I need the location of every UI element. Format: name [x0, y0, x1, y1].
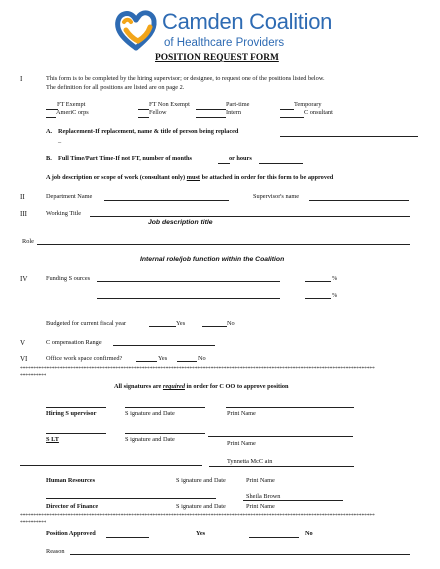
- org-name: Camden Coalition: [162, 9, 333, 34]
- slt-print-name: Print Name: [227, 440, 256, 447]
- office-no: No: [198, 355, 206, 362]
- percent-sign-1: %: [332, 275, 338, 282]
- intro-line-2: The definition for all positions are listed are on page 2.: [46, 84, 185, 91]
- months-field[interactable]: [218, 163, 230, 164]
- jobdesc-post: be attached in order for this form to be approved: [200, 174, 334, 181]
- office-no-blank[interactable]: [177, 361, 197, 362]
- working-title-label: Working Title: [46, 210, 82, 217]
- form-title: POSITION REQUEST FORM: [155, 53, 279, 63]
- hr-signature-date: S ignature and Date: [176, 477, 226, 484]
- funding-pct-field-1[interactable]: [305, 281, 331, 282]
- option-intern: Intern: [226, 109, 242, 116]
- option-fellow: Fellow: [149, 109, 167, 116]
- item-b-or-hours: or hours: [229, 155, 252, 162]
- americorps-blank[interactable]: [46, 117, 56, 118]
- role-field[interactable]: [37, 244, 410, 245]
- budgeted-yes: Yes: [176, 320, 186, 327]
- reason-field[interactable]: [70, 554, 410, 555]
- reason-label: Reason: [46, 548, 65, 555]
- divider-stars-1: **************************************************************************************************************************************: [20, 366, 375, 372]
- intern-blank[interactable]: [196, 117, 226, 118]
- funding-source-field-1[interactable]: [97, 281, 280, 282]
- budgeted-no-blank[interactable]: [202, 326, 227, 327]
- option-ft-non-exempt: FT Non Exempt: [149, 101, 190, 108]
- signatures-heading: [114, 383, 289, 390]
- item-a-text: Replacement-If replacement, name & title of person being replaced: [58, 128, 239, 135]
- budgeted-label: Budgeted for current fiscal year: [46, 320, 127, 327]
- section-num-vi: VI: [20, 355, 28, 363]
- hiring-sig-line-b[interactable]: [125, 407, 205, 408]
- position-approved-label: Position Approved: [46, 530, 96, 537]
- jobdesc-must: must: [186, 174, 200, 181]
- supervisor-field[interactable]: [309, 200, 409, 201]
- intro-line-1: This form is to be completed by the hiring supervisor; or designee, to request one of the positions listed below.: [46, 75, 325, 82]
- hr-name-underline: [243, 500, 343, 501]
- temporary-blank[interactable]: [280, 109, 294, 110]
- hiring-print-name: Print Name: [227, 410, 256, 417]
- job-desc-title-caption: Job description title: [148, 219, 213, 226]
- ft-non-exempt-blank[interactable]: [138, 109, 149, 110]
- department-field[interactable]: [104, 200, 229, 201]
- org-logo: [112, 8, 160, 52]
- section-num-iii: III: [20, 210, 27, 218]
- jobdesc-note: [46, 174, 333, 181]
- internal-role-caption: Internal role/job function within the Coalition: [140, 256, 285, 263]
- finance-label: Director of Finance: [46, 503, 99, 510]
- slt-label: S LT: [46, 436, 59, 443]
- jobdesc-pre: A job description or scope of work (consultant only): [46, 174, 187, 181]
- section-num-ii: II: [20, 193, 25, 201]
- approved-date-field[interactable]: [106, 537, 149, 538]
- consultant-blank[interactable]: [280, 117, 304, 118]
- heart-logo-icon: [112, 8, 160, 52]
- approved-yes: Yes: [196, 530, 206, 537]
- slt-signature-date: S ignature and Date: [125, 436, 175, 443]
- fellow-blank[interactable]: [138, 117, 149, 118]
- divider-stars-2b: **********: [20, 520, 47, 526]
- approved-no: No: [305, 530, 313, 537]
- sig-heading-pre: All signatures are: [114, 383, 163, 390]
- approved-yes-blank[interactable]: [249, 537, 299, 538]
- hr-sig-line[interactable]: [46, 498, 216, 499]
- part-time-blank-l[interactable]: [196, 109, 226, 110]
- section-num-v: V: [20, 339, 26, 347]
- slt-printed-name: Tynnetta McC ain: [227, 458, 273, 465]
- finance-signature-date: S ignature and Date: [176, 503, 226, 510]
- hr-printed-name: Sheila Brown: [246, 493, 281, 500]
- compensation-label: C ompensation Range: [46, 339, 102, 346]
- slt-sig-line-a[interactable]: [46, 433, 106, 434]
- option-temporary: Temporary: [294, 101, 322, 108]
- hours-field[interactable]: [259, 163, 303, 164]
- replacement-name-field[interactable]: [280, 136, 418, 137]
- option-consultant: C onsultant: [304, 109, 333, 116]
- working-title-field[interactable]: [90, 216, 410, 217]
- funding-label: Funding S ources: [46, 275, 91, 282]
- department-label: Department Name: [46, 193, 93, 200]
- funding-source-field-2[interactable]: [97, 298, 280, 299]
- item-b-text: Full Time/Part Time-If not FT, number of months: [58, 155, 192, 162]
- role-label: Role: [22, 238, 34, 245]
- office-yes-blank[interactable]: [136, 361, 157, 362]
- item-a-dash: –: [58, 139, 62, 146]
- hiring-sig-line-a[interactable]: [46, 407, 106, 408]
- percent-sign-2: %: [332, 292, 338, 299]
- item-a-label: A.: [46, 128, 53, 135]
- hr-label: Human Resources: [46, 477, 96, 484]
- slt-name-underline: [209, 466, 354, 467]
- office-yes: Yes: [158, 355, 168, 362]
- option-part-time: Part-time: [226, 101, 250, 108]
- slt-sig-line-b[interactable]: [125, 433, 205, 434]
- hiring-supervisor-label: Hiring S upervisor: [46, 410, 97, 417]
- slt-print-line[interactable]: [208, 436, 353, 437]
- sig-heading-required: required: [162, 383, 185, 390]
- divider-stars-1b: **********: [20, 373, 47, 379]
- budgeted-no: No: [227, 320, 235, 327]
- compensation-field[interactable]: [113, 345, 215, 346]
- funding-pct-field-2[interactable]: [305, 298, 331, 299]
- option-americorps: AmeriC orps: [56, 109, 89, 116]
- hr-print-name: Print Name: [246, 477, 275, 484]
- sig-heading-post: in order for C OO to approve position: [184, 383, 289, 390]
- org-subtitle: of Healthcare Providers: [164, 37, 285, 49]
- supervisor-label: Supervisor's name: [253, 193, 300, 200]
- hiring-signature-date: S ignature and Date: [125, 410, 175, 417]
- option-ft-exempt: FT Exempt: [57, 101, 86, 108]
- section-num-i: I: [20, 75, 23, 83]
- office-label: Office work space confirmed?: [46, 355, 123, 362]
- divider-stars-2: **************************************************************************************************************************************: [20, 513, 375, 519]
- section-num-iv: IV: [20, 275, 28, 283]
- finance-print-name: Print Name: [246, 503, 275, 510]
- budgeted-yes-blank[interactable]: [149, 326, 176, 327]
- slt-extra-line[interactable]: [20, 465, 202, 466]
- item-b-label: B.: [46, 155, 52, 162]
- hiring-print-line[interactable]: [226, 407, 354, 408]
